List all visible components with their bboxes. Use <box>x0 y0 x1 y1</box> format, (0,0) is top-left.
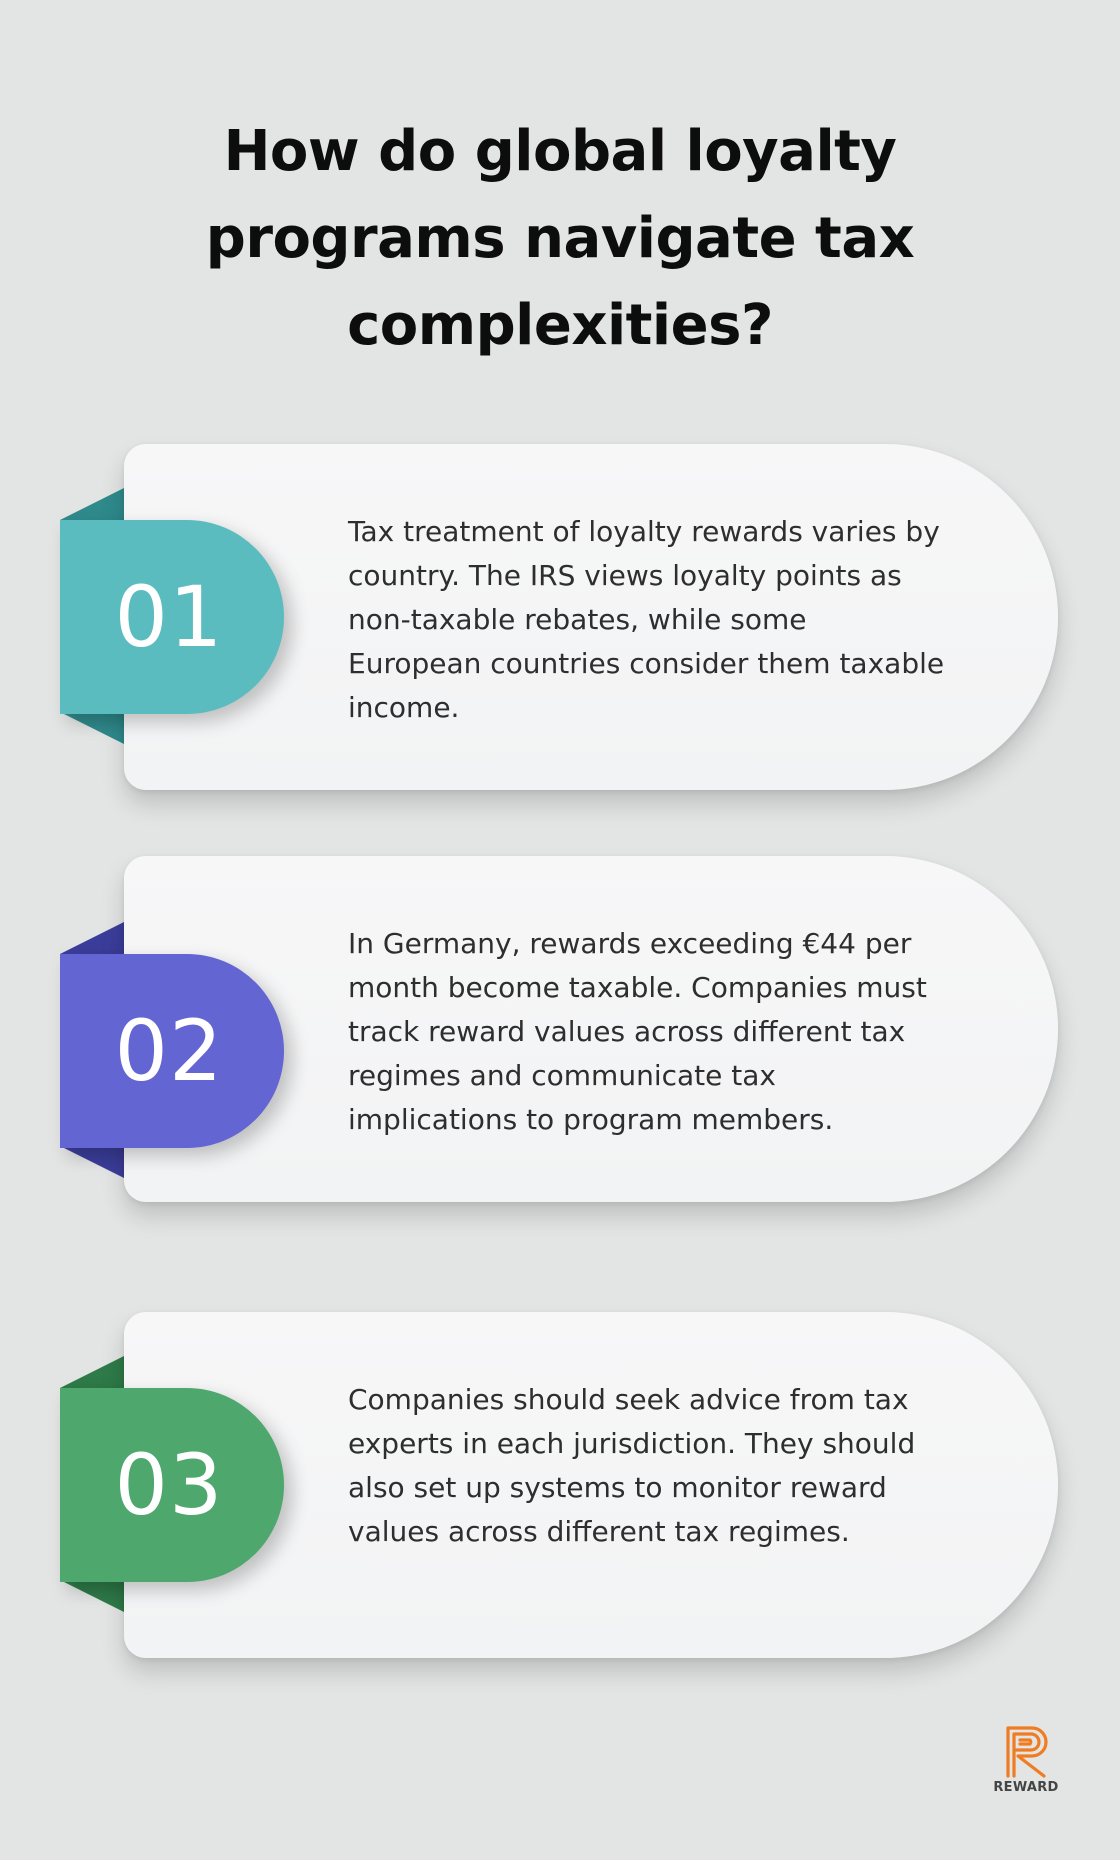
step-3-text: Companies should seek advice from tax experts in each jurisdiction. They should also set up systems to monitor reward values across different tax regimes. <box>348 1383 916 1548</box>
page-title: How do global loyalty programs navigate tax complexities? <box>205 119 915 358</box>
step-1-number: 01 <box>114 568 224 666</box>
step-1-badge <box>60 520 284 714</box>
reward-logo <box>984 1722 1068 1802</box>
step-3-badge <box>60 1388 284 1582</box>
step-2-text: In Germany, rewards exceeding €44 per month become taxable. Companies must track reward values across different tax regimes and communicate tax implications to program members. <box>348 927 927 1136</box>
step-1-text: Tax treatment of loyalty rewards varies by country. The IRS views loyalty points as non-taxable rebates, while some European countries consider them taxable income. <box>348 515 945 724</box>
reward-r-logo-icon <box>984 1722 1068 1780</box>
logo-text: REWARD <box>993 1780 1059 1795</box>
step-2-badge <box>60 954 284 1148</box>
step-3-number: 03 <box>114 1436 224 1534</box>
step-2-number: 02 <box>114 1002 224 1100</box>
